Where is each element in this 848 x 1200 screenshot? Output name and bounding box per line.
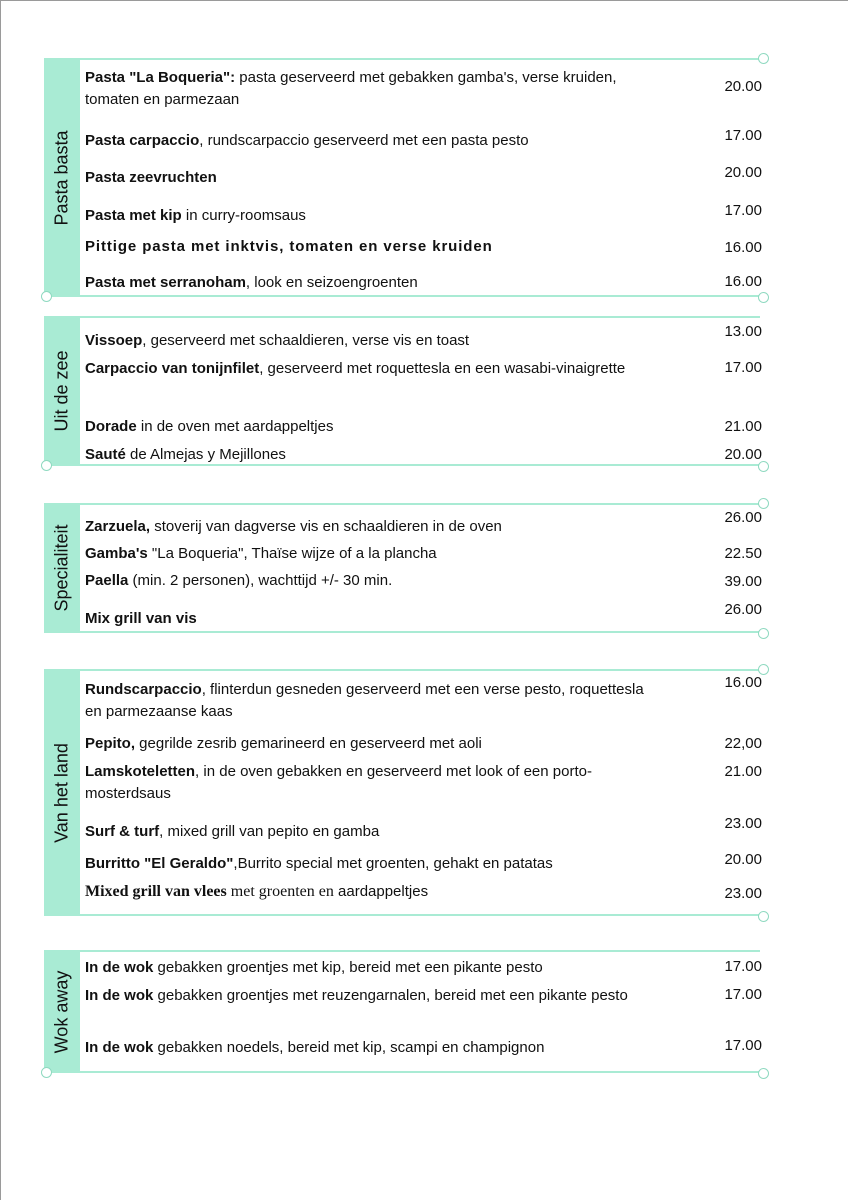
corner-circle-decoration (41, 291, 52, 302)
section-tab (44, 316, 80, 466)
section-tab (44, 950, 80, 1073)
dish-name: Pepito, (85, 735, 136, 752)
divider-line (80, 58, 760, 60)
section-title: Pasta basta (51, 129, 72, 226)
dish-description: met groenten en (226, 883, 334, 900)
dish-name: In de wok (85, 987, 154, 1004)
menu-section-specialty (44, 503, 764, 633)
page-border (0, 0, 848, 1)
divider-line (80, 503, 760, 505)
dish-description: , mixed grill van pepito en gamba (159, 823, 380, 840)
dish-description: , geserveerd met schaaldieren, verse vis en toast (142, 332, 470, 349)
menu-item (85, 205, 655, 227)
menu-item (85, 516, 655, 538)
dish-name: Burritto "El Geraldo" (85, 855, 234, 872)
dish-description: , look en seizoengroenten (245, 274, 418, 291)
corner-circle-decoration (41, 1067, 52, 1078)
menu-item (85, 853, 655, 875)
dish-price: 21.00 (724, 763, 762, 780)
menu-item (85, 167, 655, 189)
dish-price: 20.00 (724, 164, 762, 181)
dish-name: Pasta met serranoham (85, 274, 246, 291)
menu-item (85, 444, 655, 466)
divider-line (80, 1071, 760, 1073)
dish-description: gebakken noedels, bereid met kip, scampi en champignon (153, 1039, 545, 1056)
dish-name: Vissoep (85, 332, 143, 349)
menu-item (85, 1037, 655, 1059)
dish-price: 20.00 (724, 446, 762, 463)
corner-circle-decoration (41, 460, 52, 471)
dish-name: Zarzuela, (85, 518, 151, 535)
dish-description: , flinterdun gesneden geserveerd met een verse pesto, roquettesla en parmezaanse kaas (85, 681, 644, 720)
menu-item (85, 416, 655, 438)
section-title: Van het land (51, 742, 72, 843)
dish-name: Lamskoteletten (85, 763, 196, 780)
dish-name: Pasta "La Boqueria": (85, 69, 236, 86)
dish-description: stoverij van dagverse vis en schaaldieren in de oven (150, 518, 502, 535)
menu-item (85, 957, 655, 979)
dish-price: 13.00 (724, 323, 762, 340)
dish-price: 26.00 (724, 509, 762, 526)
dish-price: 16.00 (724, 273, 762, 290)
menu-section-wok (44, 950, 764, 1073)
corner-circle-decoration (758, 53, 769, 64)
dish-price: 17.00 (724, 202, 762, 219)
dish-description: , rundscarpaccio geserveerd met een pasta pesto (199, 132, 529, 149)
dish-name: Mix grill van vis (85, 610, 197, 627)
dish-description: gebakken groentjes met reuzengarnalen, bereid met een pikante pesto (153, 987, 628, 1004)
dish-name: Sauté (85, 446, 126, 463)
dish-name: Surf & turf (85, 823, 160, 840)
menu-item (85, 985, 655, 1007)
dish-price: 20.00 (724, 78, 762, 95)
menu-item (85, 821, 655, 843)
section-title: Wok away (51, 970, 72, 1053)
menu-item (85, 761, 655, 805)
dish-name: Carpaccio van tonijnfilet (85, 360, 260, 377)
dish-description: gebakken groentjes met kip, bereid met een pikante pesto (153, 959, 543, 976)
dish-name: In de wok (85, 1039, 154, 1056)
dish-name: Pittige pasta met inktvis, tomaten en verse kruiden (85, 238, 493, 255)
dish-description: in de oven met aardappeltjes (136, 418, 334, 435)
divider-line (80, 669, 760, 671)
divider-line (80, 914, 760, 916)
dish-name: In de wok (85, 959, 154, 976)
corner-circle-decoration (758, 911, 769, 922)
dish-price: 23.00 (724, 885, 762, 902)
menu-item (85, 358, 655, 380)
menu-section-sea (44, 316, 764, 466)
dish-price: 16.00 (724, 674, 762, 691)
dish-name: Gamba's (85, 545, 148, 562)
menu-item (85, 272, 655, 294)
corner-circle-decoration (758, 628, 769, 639)
dish-price: 17.00 (724, 986, 762, 1003)
menu-item (85, 130, 655, 152)
menu-section-pasta (44, 58, 764, 297)
menu-item (85, 330, 655, 352)
section-tab (44, 669, 80, 916)
dish-name: Mixed grill van vlees (85, 883, 227, 900)
dish-description: aardappeltjes (333, 883, 429, 900)
dish-price: 20.00 (724, 851, 762, 868)
dish-description: (min. 2 personen), wachttijd +/- 30 min. (128, 572, 393, 589)
dish-price: 21.00 (724, 418, 762, 435)
corner-circle-decoration (758, 1068, 769, 1079)
dish-price: 22,00 (724, 735, 762, 752)
dish-price: 26.00 (724, 601, 762, 618)
dish-price: 23.00 (724, 815, 762, 832)
menu-item (85, 881, 655, 903)
dish-price: 17.00 (724, 1037, 762, 1054)
dish-description: , in de oven gebakken en geserveerd met look of een porto-mosterdsaus (85, 763, 592, 802)
menu-section-land (44, 669, 764, 916)
dish-name: Pasta carpaccio (85, 132, 200, 149)
divider-line (80, 316, 760, 318)
section-tab (44, 503, 80, 633)
dish-description: gegrilde zesrib gemarineerd en geserveerd met aoli (135, 735, 482, 752)
corner-circle-decoration (758, 292, 769, 303)
dish-description: , geserveerd met roquettesla en een wasabi-vinaigrette (259, 360, 626, 377)
dish-price: 16.00 (724, 239, 762, 256)
dish-name: Rundscarpaccio (85, 681, 202, 698)
dish-name: Pasta zeevruchten (85, 169, 217, 186)
dish-price: 17.00 (724, 359, 762, 376)
dish-description: de Almejas y Mejillones (125, 446, 286, 463)
dish-description: in curry-roomsaus (181, 207, 306, 224)
dish-price: 39.00 (724, 573, 762, 590)
divider-line (80, 295, 760, 297)
menu-item (85, 679, 655, 723)
menu-item (85, 236, 655, 258)
menu-item (85, 608, 655, 630)
divider-line (80, 950, 760, 952)
dish-name: Pasta met kip (85, 207, 182, 224)
page-border (0, 0, 1, 1200)
corner-circle-decoration (758, 498, 769, 509)
section-tab (44, 58, 80, 297)
dish-name: Dorade (85, 418, 137, 435)
dish-price: 17.00 (724, 958, 762, 975)
menu-item (85, 570, 655, 592)
menu-item (85, 67, 655, 111)
section-title: Specialiteit (51, 524, 72, 612)
menu-item (85, 543, 655, 565)
dish-price: 17.00 (724, 127, 762, 144)
dish-description: ,Burrito special met groenten, gehakt en patatas (233, 855, 553, 872)
dish-description: pasta geserveerd met gebakken gamba's, verse kruiden, tomaten en parmezaan (85, 69, 617, 108)
menu-item (85, 733, 655, 755)
divider-line (80, 631, 760, 633)
section-title: Uit de zee (51, 350, 72, 432)
dish-price: 22.50 (724, 545, 762, 562)
dish-description: "La Boqueria", Thaïse wijze of a la plancha (147, 545, 437, 562)
dish-name: Paella (85, 572, 129, 589)
